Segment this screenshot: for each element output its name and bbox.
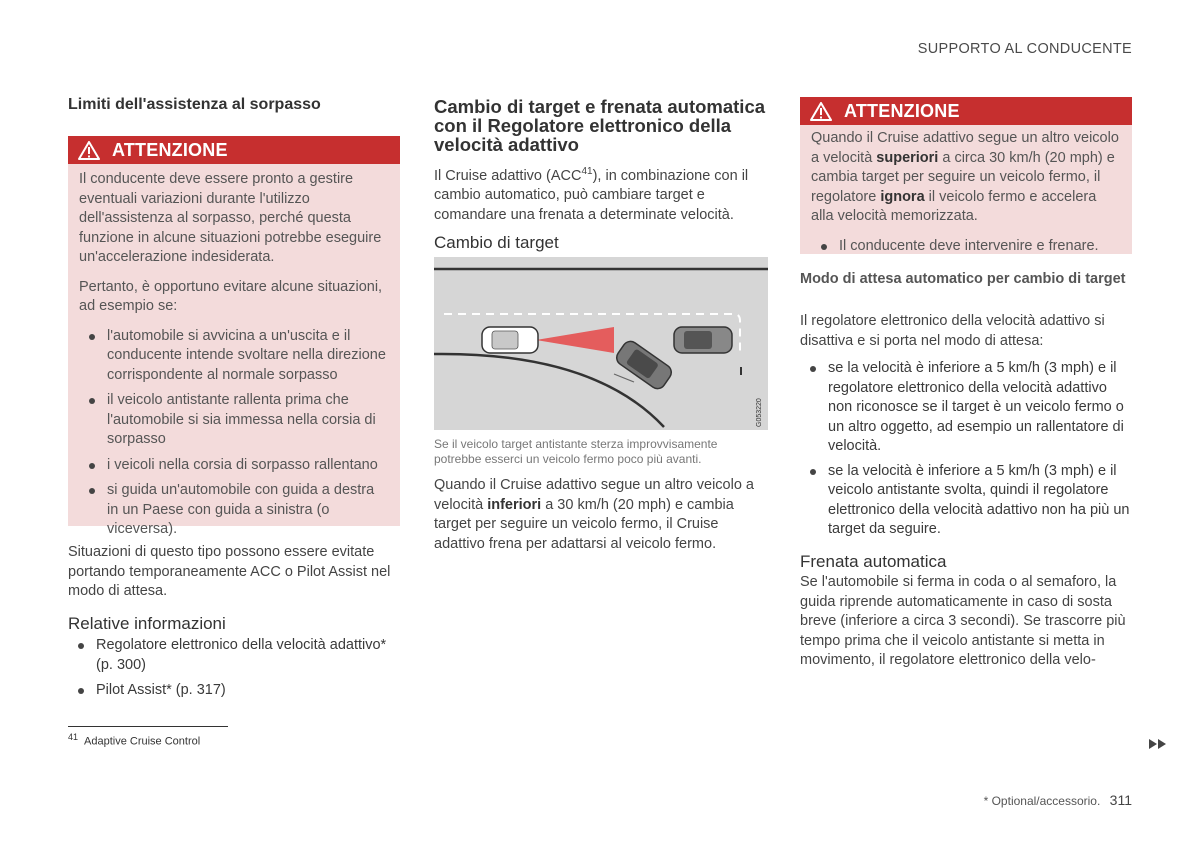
intro-text: Il Cruise adattivo (ACC (434, 167, 582, 184)
warning-text-bold: ignora (880, 188, 925, 205)
lane-change-illustration (434, 257, 768, 430)
page-number: 311 (1109, 792, 1132, 808)
illustration (434, 257, 768, 430)
body-paragraph: Situazioni di questo tipo possono essere evitate portando temporaneamente ACC o Pilot Assist nel modo di attesa. (68, 544, 391, 599)
intro-paragraph (434, 162, 768, 225)
figure-caption: Se il veicolo target antistante sterza improvvisamente potrebbe esserci un veicolo fermo poco più avanti. (434, 437, 718, 466)
continue-icon (1149, 736, 1167, 754)
body-paragraph: Il regolatore elettronico della velocità adattivo si disattiva e si porta nel modo di attesa: (800, 313, 1105, 349)
warning-title: ATTENZIONE (112, 139, 228, 160)
footnote-text: Adaptive Cruise Control (84, 735, 201, 748)
footer (984, 792, 1132, 808)
warning-text: a circa 30 km/h (20 mph) e cambia target per seguire un veicolo fermo, il regolatore (811, 149, 1115, 205)
body-paragraph (434, 476, 768, 554)
related-info-heading: Relative informazioni (68, 614, 226, 633)
warning-text: il veicolo fermo e accelera alla velocità memorizzata. (811, 188, 1097, 224)
footnote (68, 732, 200, 748)
warning-triangle-icon (78, 141, 100, 160)
section-title: SUPPORTO AL CONDUCENTE (917, 41, 1132, 57)
related-link[interactable]: Pilot Assist* (p. 317) (68, 681, 400, 701)
heading-overtaking-limits: Limiti dell'assistenza al sorpasso (68, 96, 321, 113)
target-change-heading: Cambio di target (434, 233, 559, 252)
warning-box (68, 136, 400, 537)
warning-list-item: Il conducente deve intervenire e frenare. (811, 237, 1121, 257)
main-heading: Cambio di target e frenata automatica con il Regolatore elettronico della velocità adattivo (434, 96, 766, 155)
warning-box (800, 97, 1132, 254)
own-car-icon (482, 327, 538, 353)
body-paragraph: Se l'automobile si ferma in coda o al semaforo, la guida riprende automaticamente in caso di sosta breve (inferiore a circa 3 secondi). Se trascorre più tempo prima che il veicolo antistante si metta in movimento, il regolatore elettronico della velo- (800, 574, 1126, 668)
related-link[interactable]: Regolatore elettronico della velocità adattivo* (p. 300) (68, 636, 400, 675)
body-text: a 30 km/h (20 mph) e cambia target per seguire un veicolo fermo, il Cruise adattivo frena per adattarsi al veicolo fermo. (434, 496, 734, 552)
auto-brake-heading: Frenata automatica (800, 552, 947, 571)
intro-text: ), in combinazione con il cambio automatico, può cambiare target e comandare una frenata a determinate velocità. (434, 167, 749, 223)
warning-list-item: il veicolo antistante rallenta prima che l'automobile si sia immessa nella corsia di sorpasso (79, 391, 389, 450)
warning-list-item: l'automobile si avvicina a un'uscita e il conducente intende svoltare nella direzione corrispondente al normale sorpasso (79, 327, 389, 386)
warning-list-item: si guida un'automobile con guida a destra in un Paese con guida a sinistra (o viceversa). (79, 481, 389, 540)
footnote-divider (68, 726, 228, 727)
warning-paragraph: Pertanto, è opportuno evitare alcune situazioni, ad esempio se: (79, 278, 383, 314)
warning-title: ATTENZIONE (844, 100, 960, 121)
warning-header (800, 97, 1132, 125)
figure-code: G053220 (756, 398, 763, 427)
standby-list-item: se la velocità è inferiore a 5 km/h (3 mph) e il regolatore elettronico della velocità adattivo non riconosce se il target è un veicolo fermo o un altro oggetto, ad esempio un rallentatore di velocità. (800, 359, 1132, 457)
warning-text-bold: superiori (876, 149, 939, 166)
body-text: Quando il Cruise adattivo segue un altro veicolo a velocità (434, 477, 754, 513)
warning-triangle-icon (810, 102, 832, 121)
warning-text: Quando il Cruise adattivo segue un altro veicolo a velocità (811, 130, 1119, 166)
standby-heading: Modo di attesa automatico per cambio di target (800, 271, 1126, 287)
warning-paragraph (811, 129, 1121, 227)
optional-note: * Optional/accessorio. (983, 794, 1101, 808)
body-text-bold: inferiori (487, 496, 542, 513)
warning-list-item: i veicoli nella corsia di sorpasso rallentano (79, 456, 389, 476)
standby-list-item: se la velocità è inferiore a 5 km/h (3 mph) e il veicolo antistante svolta, quindi il regolatore elettronico della velocità adattivo non ha più un target da seguire. (800, 462, 1132, 540)
footnote-ref[interactable]: 41 (581, 166, 593, 177)
warning-header (68, 136, 400, 164)
footnote-number: 41 (68, 732, 79, 742)
stationary-car-icon (674, 327, 732, 353)
warning-paragraph: Il conducente deve essere pronto a gestire eventuali variazioni durante l'utilizzo dell'assistenza al sorpasso, perché questa funzione in alcune situazioni potrebbe eseguire un'accelerazione indesiderata. (79, 171, 382, 265)
